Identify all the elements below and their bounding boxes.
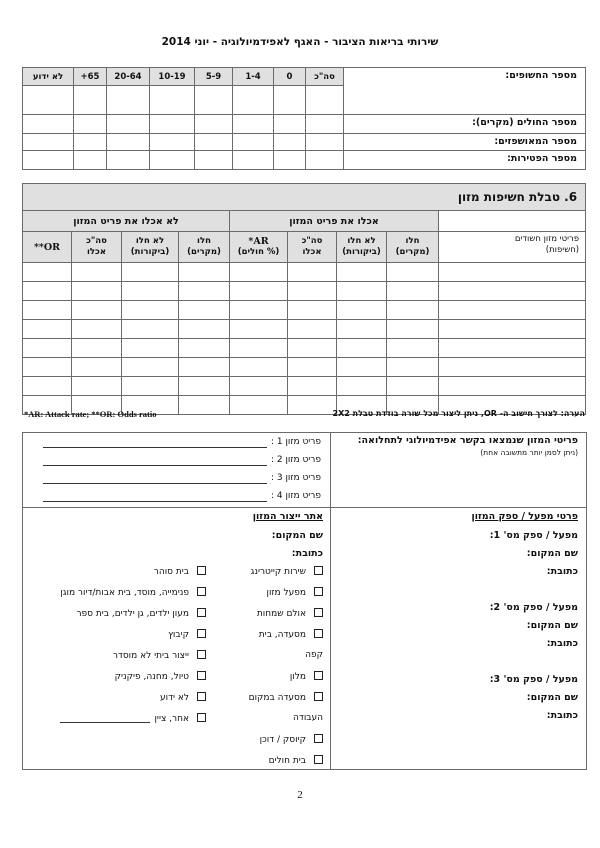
cell-input[interactable] (195, 134, 233, 151)
option-continuation-cafe: קפה (305, 650, 323, 660)
food-item-field-2[interactable] (43, 452, 321, 470)
option-label: מסעדה, בית (258, 630, 306, 640)
cell-input[interactable] (233, 151, 274, 170)
header-line-1: OR** (33, 241, 61, 253)
col-header-ate-not-sick (337, 232, 387, 263)
cell-input[interactable] (439, 263, 586, 282)
cell-input[interactable] (439, 377, 586, 396)
fill-line[interactable] (43, 483, 267, 484)
cell-input[interactable] (23, 339, 72, 358)
fill-line[interactable] (43, 465, 267, 466)
cell-input[interactable] (387, 339, 439, 358)
checkbox-icon[interactable] (314, 629, 323, 638)
checkbox-icon[interactable] (314, 734, 323, 743)
header-line-2: (ביקורות) (130, 247, 170, 257)
divider (330, 433, 331, 507)
cell-input[interactable] (122, 282, 179, 301)
cell-input[interactable] (72, 339, 122, 358)
site-option-right-2[interactable] (267, 587, 323, 598)
cell-input[interactable] (72, 358, 122, 377)
supplier-1-address[interactable]: כתובת: (546, 566, 578, 577)
checkbox-icon[interactable] (314, 692, 323, 701)
cell-input[interactable] (288, 339, 337, 358)
group-header-not-ate: לא אכלו את פריט המזון (23, 211, 230, 232)
checkbox-icon[interactable] (314, 608, 323, 617)
col-header-0: 0 (274, 68, 306, 86)
site-option-left-5[interactable] (113, 650, 206, 661)
cell-input[interactable] (179, 377, 230, 396)
col-header-total: סה"כ (306, 68, 344, 86)
cell-input[interactable] (306, 134, 344, 151)
table-row (23, 339, 586, 358)
cell-input[interactable] (150, 115, 195, 134)
cell-input[interactable] (274, 86, 306, 115)
cell-input[interactable] (72, 320, 122, 339)
cell-input[interactable] (230, 301, 288, 320)
supplier-3-address[interactable]: כתובת: (546, 710, 578, 721)
table-row (23, 301, 586, 320)
header-line-2: אכלו (302, 247, 322, 257)
cell-input[interactable] (439, 320, 586, 339)
cell-input[interactable] (387, 282, 439, 301)
supplier-2-place[interactable]: שם המקום: (526, 620, 578, 631)
food-items-section (22, 432, 587, 508)
option-label: פנימייה, מוסד, בית אבות/דיור מוגן (60, 588, 189, 598)
cell-input[interactable] (337, 263, 387, 282)
cell-input[interactable] (337, 339, 387, 358)
cell-input[interactable] (337, 282, 387, 301)
fill-line[interactable] (43, 447, 267, 448)
checkbox-icon[interactable] (197, 629, 206, 638)
checkbox-icon[interactable] (197, 713, 206, 722)
other-specify-line[interactable] (60, 722, 150, 723)
col-header-65plus: +65 (74, 68, 107, 86)
cell-input[interactable] (23, 301, 72, 320)
cell-input[interactable] (288, 377, 337, 396)
cell-input[interactable] (23, 86, 74, 115)
cell-input[interactable] (337, 301, 387, 320)
cell-input[interactable] (306, 86, 344, 115)
cell-input[interactable] (337, 377, 387, 396)
checkbox-icon[interactable] (197, 692, 206, 701)
cell-input[interactable] (72, 263, 122, 282)
cell-input[interactable] (23, 282, 72, 301)
cell-input[interactable] (74, 115, 107, 134)
option-label: אחר, ציין (154, 714, 189, 724)
divider (330, 506, 331, 769)
question-text: פריטי המזון שנמצאו בקשר אפידמיולוגי לתחלואה: (357, 435, 578, 446)
cell-input[interactable] (274, 151, 306, 170)
cell-input[interactable] (23, 115, 74, 134)
supplier-2-address[interactable]: כתובת: (546, 638, 578, 649)
or-calculation-note: הערה: לצורך חישוב ה- OR, ניתן ליצור מכל שורה בודדת טבלת 2X2 (332, 409, 585, 418)
row-label-exposed: מספר החשופים: (344, 68, 586, 115)
header-line-2: (מקרים) (395, 247, 430, 257)
site-option-right-3[interactable] (257, 608, 323, 619)
cell-input[interactable] (23, 263, 72, 282)
production-site-address[interactable]: כתובת: (291, 548, 323, 559)
option-label: קיבוץ (168, 630, 189, 640)
cell-input[interactable] (288, 301, 337, 320)
cell-input[interactable] (122, 339, 179, 358)
option-label: מעון ילדים, גן ילדים, בית ספר (76, 609, 189, 619)
site-option-right-7[interactable] (260, 734, 323, 745)
header-line-1: לא חלו (347, 236, 376, 246)
cell-input[interactable] (23, 358, 72, 377)
header-line-1: פריטי מזון חשודים (514, 234, 580, 244)
option-label: בית חולים (268, 756, 306, 766)
col-header-ate-sick (387, 232, 439, 263)
cell-input[interactable] (150, 151, 195, 170)
supplier-1-title: מפעל / ספק מס' 1: (489, 530, 578, 541)
cell-input[interactable] (274, 115, 306, 134)
option-label: שירות קייטרינג (250, 567, 306, 577)
col-header-10-19: 10-19 (150, 68, 195, 86)
food-item-field-4[interactable] (43, 488, 321, 506)
cell-input[interactable] (274, 134, 306, 151)
cell-input[interactable] (288, 263, 337, 282)
cell-input[interactable] (107, 86, 150, 115)
cell-input[interactable] (122, 320, 179, 339)
cell-input[interactable] (288, 396, 337, 415)
site-option-left-8[interactable] (60, 713, 206, 724)
site-option-left-1[interactable] (154, 566, 206, 577)
cell-input[interactable] (179, 282, 230, 301)
option-label: ייצור ביתי לא מוסדר (112, 651, 189, 661)
production-site-place[interactable]: שם המקום: (271, 530, 323, 541)
cell-input[interactable] (233, 115, 274, 134)
cell-input[interactable] (288, 320, 337, 339)
col-header-suspect-foods (439, 232, 586, 263)
cell-input[interactable] (122, 263, 179, 282)
cell-input[interactable] (179, 263, 230, 282)
cell-input[interactable] (387, 320, 439, 339)
col-header-not-ate-sick (179, 232, 230, 263)
checkbox-icon[interactable] (197, 650, 206, 659)
cell-input[interactable] (23, 377, 72, 396)
header-line-2: (% חולים) (237, 247, 280, 257)
checkbox-icon[interactable] (197, 587, 206, 596)
option-continuation-work: העבודה (293, 713, 323, 723)
row-label-cases: מספר החולים (מקרים): (344, 115, 586, 134)
cell-input[interactable] (230, 396, 288, 415)
cell-input[interactable] (23, 320, 72, 339)
cell-input[interactable] (150, 86, 195, 115)
cell-input[interactable] (337, 358, 387, 377)
cell-input[interactable] (179, 358, 230, 377)
cell-input[interactable] (179, 339, 230, 358)
table-row (23, 320, 586, 339)
option-label: אולם שמחות (256, 609, 306, 619)
cell-input[interactable] (74, 151, 107, 170)
checkbox-icon[interactable] (314, 587, 323, 596)
col-header-attack-rate (230, 232, 288, 263)
cell-input[interactable] (230, 358, 288, 377)
col-header-not-ate-total (72, 232, 122, 263)
site-option-left-6[interactable] (115, 671, 206, 682)
site-option-right-8[interactable] (269, 755, 323, 766)
header-line-1: AR* (248, 236, 269, 247)
cell-input[interactable] (387, 377, 439, 396)
group-header-ate: אכלו את פריט המזון (230, 211, 439, 232)
blank-cell (439, 211, 586, 232)
abbreviation-legend: *AR: Attack rate; **OR: Odds ratio (24, 409, 157, 419)
cell-input[interactable] (306, 115, 344, 134)
site-option-left-4[interactable] (168, 629, 206, 640)
field-label: פריט מזון 3 : (270, 473, 321, 483)
option-label: מלון (289, 672, 306, 682)
food-item-field-3[interactable] (43, 470, 321, 488)
cell-input[interactable] (23, 151, 74, 170)
site-option-right-5[interactable] (290, 671, 323, 682)
header-line-1: לא חלו (135, 236, 165, 246)
header-line-2: (ביקורות) (342, 247, 381, 257)
cell-input[interactable] (122, 358, 179, 377)
cell-input[interactable] (72, 301, 122, 320)
food-item-field-1[interactable] (43, 434, 321, 452)
checkbox-icon[interactable] (314, 566, 323, 575)
option-label: מפעל מזון (266, 588, 306, 598)
table-row (23, 263, 586, 282)
checkbox-icon[interactable] (314, 755, 323, 764)
field-label: פריט מזון 1 : (270, 437, 321, 447)
cell-input[interactable] (439, 282, 586, 301)
site-option-right-4[interactable] (259, 629, 323, 640)
cell-input[interactable] (387, 301, 439, 320)
cell-input[interactable] (233, 86, 274, 115)
site-option-left-2[interactable] (60, 587, 206, 598)
supplier-2-title: מפעל / ספק מס' 2: (489, 602, 578, 613)
cell-input[interactable] (230, 377, 288, 396)
section-title: 6. טבלת חשיפות מזון (23, 184, 586, 211)
cell-input[interactable] (230, 320, 288, 339)
cell-input[interactable] (150, 134, 195, 151)
cell-input[interactable] (288, 358, 337, 377)
table-row (23, 358, 586, 377)
cell-input[interactable] (72, 377, 122, 396)
supplier-and-site-section (22, 506, 587, 770)
col-header-20-64: 20-64 (107, 68, 150, 86)
question-hint: (ניתן לסמן יותר מתשובה אחת) (480, 448, 578, 457)
cell-input[interactable] (72, 282, 122, 301)
cell-input[interactable] (337, 320, 387, 339)
cell-input[interactable] (107, 134, 150, 151)
checkbox-icon[interactable] (197, 671, 206, 680)
header-line-2: (מקרים) (187, 247, 221, 257)
header-line-1: סה"כ (86, 236, 107, 246)
cell-input[interactable] (23, 134, 74, 151)
option-label: לא ידוע (159, 693, 189, 703)
col-header-1-4: 1-4 (233, 68, 274, 86)
supplier-3-title: מפעל / ספק מס' 3: (489, 674, 578, 685)
supplier-3-place[interactable]: שם המקום: (526, 692, 578, 703)
cell-input[interactable] (230, 263, 288, 282)
cell-input[interactable] (122, 377, 179, 396)
cell-input[interactable] (74, 86, 107, 115)
age-group-table (22, 67, 586, 170)
cell-input[interactable] (74, 134, 107, 151)
col-header-not-ate-not-sick (122, 232, 179, 263)
cell-input[interactable] (230, 282, 288, 301)
row-label-hospitalized: מספר המאושפזים: (344, 134, 586, 151)
cell-input[interactable] (179, 320, 230, 339)
table-row (23, 377, 586, 396)
header-line-2: (חשיפות) (545, 245, 580, 255)
col-header-odds-ratio (23, 232, 72, 263)
supplier-heading: פרטי מפעל / ספק המזון (471, 511, 578, 522)
cell-input[interactable] (195, 151, 233, 170)
cell-input[interactable] (179, 301, 230, 320)
supplier-1-place[interactable]: שם המקום: (526, 548, 578, 559)
cell-input[interactable] (230, 339, 288, 358)
food-exposure-table (22, 183, 586, 415)
checkbox-icon[interactable] (314, 671, 323, 680)
cell-input[interactable] (107, 115, 150, 134)
header-line-1: חלו (197, 236, 211, 246)
fill-line[interactable] (43, 501, 267, 502)
cell-input[interactable] (122, 301, 179, 320)
header-line-2: אכלו (86, 247, 107, 257)
cell-input[interactable] (195, 86, 233, 115)
col-header-5-9: 5-9 (195, 68, 233, 86)
col-header-ate-total (288, 232, 337, 263)
header-line-1: חלו (405, 236, 420, 246)
page-number: 2 (297, 789, 303, 801)
cell-input[interactable] (233, 134, 274, 151)
cell-input[interactable] (387, 263, 439, 282)
site-option-right-1[interactable] (251, 566, 323, 577)
table-row (23, 282, 586, 301)
site-option-left-3[interactable] (76, 608, 206, 619)
cell-input[interactable] (306, 151, 344, 170)
cell-input[interactable] (439, 339, 586, 358)
option-label: בית סוהר (153, 567, 189, 577)
header-line-1: סה"כ (301, 236, 323, 246)
checkbox-icon[interactable] (197, 608, 206, 617)
cell-input[interactable] (195, 115, 233, 134)
option-label: טיול, מחנה, פיקניק (114, 672, 189, 682)
page-title: שירותי בריאות הציבור - האגף לאפידמיולוגיה - יוני 2014 (161, 36, 439, 48)
cell-input[interactable] (439, 301, 586, 320)
cell-input[interactable] (387, 358, 439, 377)
option-label: קיוסק / דוכן (259, 735, 306, 745)
checkbox-icon[interactable] (197, 566, 206, 575)
food-items-question (338, 435, 578, 459)
site-option-right-6[interactable] (249, 692, 323, 703)
cell-input[interactable] (288, 282, 337, 301)
cell-input[interactable] (107, 151, 150, 170)
production-site-heading: אתר ייצור המזון (252, 511, 323, 522)
site-option-left-7[interactable] (160, 692, 206, 703)
col-header-unknown: לא ידוע (23, 68, 74, 86)
cell-input[interactable] (439, 358, 586, 377)
option-label: מסעדה במקום (248, 693, 306, 703)
cell-input[interactable] (179, 396, 230, 415)
field-label: פריט מזון 4 : (270, 491, 321, 501)
row-label-deaths: מספר הפטירות: (344, 151, 586, 170)
field-label: פריט מזון 2 : (270, 455, 321, 465)
